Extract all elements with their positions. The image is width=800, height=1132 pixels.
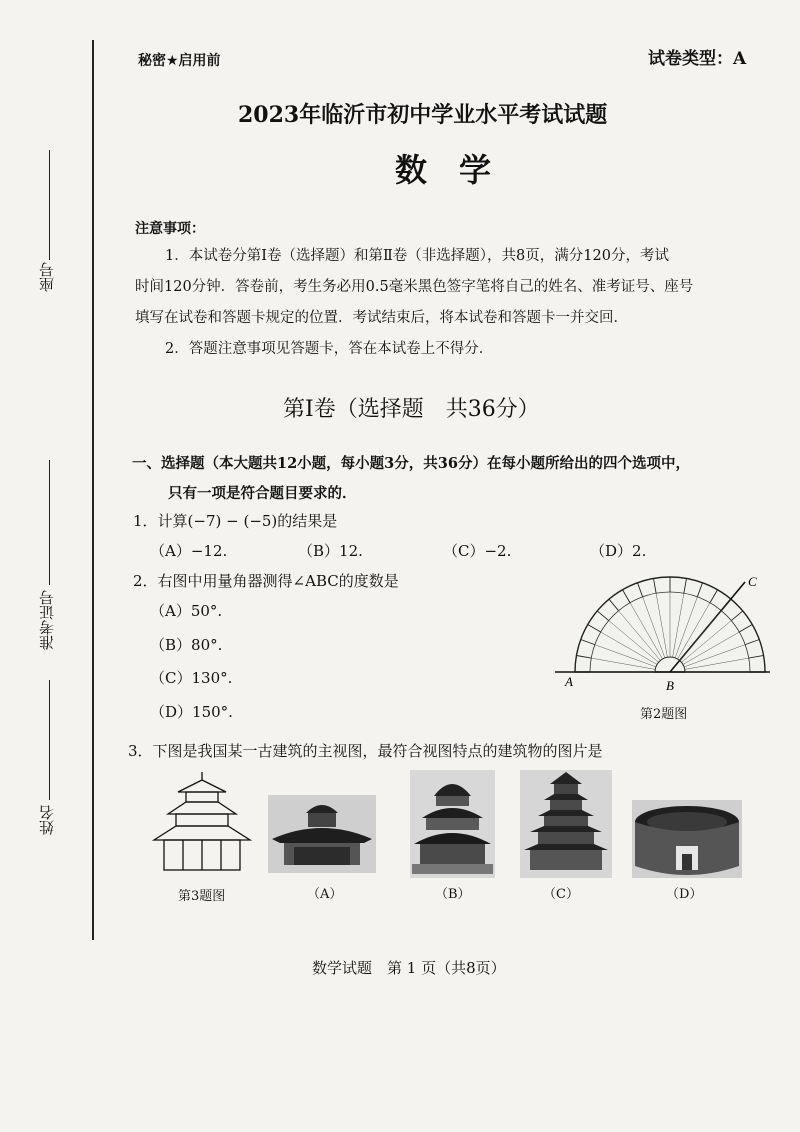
notes-item-2: 2．答题注意事项见答题卡，答在本试卷上不得分． [165, 341, 494, 357]
name-label: 姓名 [38, 805, 56, 835]
seat-label: 座号 [38, 262, 56, 292]
section-1-intro-line-1: 一、选择题（本大题共12小题，每小题3分，共36分）在每小题所给出的四个选项中， [132, 455, 690, 472]
binding-margin-line [92, 40, 94, 940]
section-1-intro-line-2: 只有一项是符合题目要求的． [168, 485, 357, 502]
page-footer: 数学试题 第 1 页（共8页） [312, 959, 506, 977]
point-c-label: C [748, 574, 757, 589]
exam-title: 2023年临沂市初中学业水平考试试题 [238, 102, 608, 128]
q3-option-c-image [520, 770, 612, 878]
protractor-figure [555, 568, 780, 698]
point-a-label: A [565, 674, 573, 689]
notes-item-1-line-2: 时间120分钟．答卷前，考生务必用0.5毫米黑色签字笔将自己的姓名、准考证号、座号 [135, 279, 694, 295]
notes-item-1-line-3: 填写在试卷和答题卡规定的位置．考试结束后，将本试卷和答题卡一并交回． [135, 310, 628, 326]
point-b-label: B [666, 678, 674, 693]
paper-type: 试卷类型：A [648, 49, 747, 69]
q1-option-c: （C）−2. [443, 542, 512, 560]
q3-option-b-image [410, 770, 495, 878]
q1-option-b: （B）12. [298, 542, 363, 560]
notes-item-1-line-1: 1．本试卷分第Ⅰ卷（选择题）和第Ⅱ卷（非选择题），共8页，满分120分，考试 [165, 248, 669, 264]
q2-stem: 2．右图中用量角器测得∠ABC的度数是 [133, 572, 399, 590]
q2-option-d: （D）150°. [150, 703, 233, 721]
q1-stem: 1．计算(−7) − (−5)的结果是 [133, 512, 338, 530]
seat-blank-line [49, 150, 50, 260]
q2-option-a: （A）50°. [150, 602, 223, 620]
q3-option-a-image [268, 795, 376, 873]
q3-front-view-drawing [150, 770, 255, 875]
ticket-blank-line [49, 460, 50, 585]
q2-figure-caption: 第2题图 [640, 707, 688, 722]
q3-option-a-caption: （A） [307, 887, 343, 902]
q3-option-b-caption: （B） [435, 887, 471, 902]
q3-stem: 3．下图是我国某一古建筑的主视图，最符合视图特点的建筑物的图片是 [128, 742, 603, 760]
name-blank-line [49, 680, 50, 800]
q2-option-b: （B）80°. [150, 636, 223, 654]
q3-option-d-caption: （D） [666, 887, 703, 902]
q3-figure-caption: 第3题图 [178, 889, 226, 904]
secret-mark: 秘密★启用前 [138, 53, 221, 69]
subject-title: 数 学 [395, 151, 492, 189]
q2-option-c: （C）130°. [150, 669, 233, 687]
protractor-drawing [555, 577, 770, 672]
notes-heading: 注意事项： [135, 221, 205, 237]
q1-option-d: （D）2. [590, 542, 647, 560]
q1-option-a: （A）−12. [150, 542, 228, 560]
q3-option-c-caption: （C） [543, 887, 579, 902]
q3-option-d-image [632, 800, 742, 878]
section-1-title: 第Ⅰ卷（选择题 共36分） [283, 397, 540, 422]
ticket-number-label: 准考证号 [38, 590, 56, 650]
